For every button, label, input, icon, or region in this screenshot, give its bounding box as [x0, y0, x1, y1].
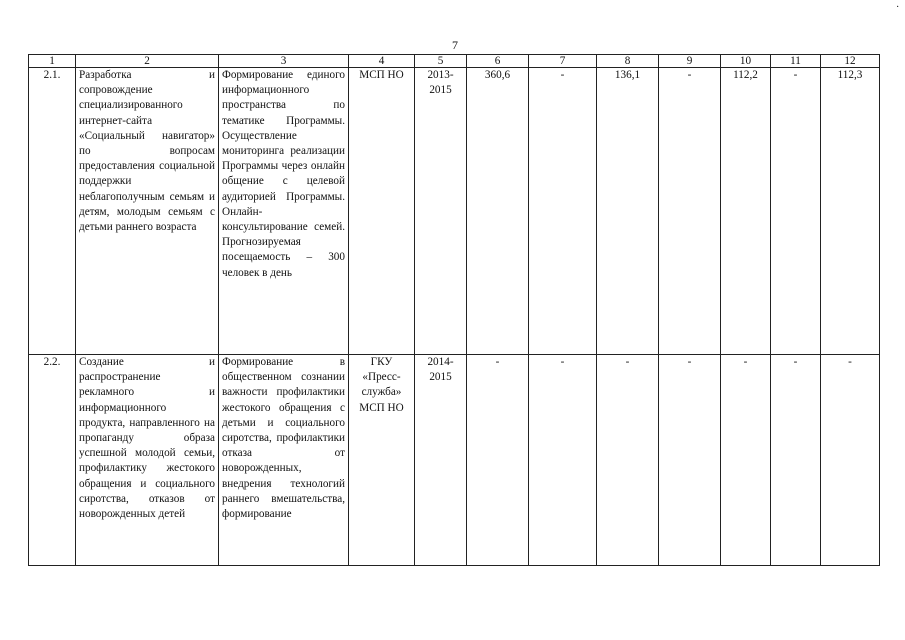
- value-cell: -: [793, 69, 798, 81]
- table-row: [29, 355, 880, 566]
- row-number: 2.2.: [43, 356, 61, 368]
- executor-cell: МСП НО: [359, 69, 404, 81]
- value-cell: -: [687, 356, 692, 368]
- column-header: 5: [415, 55, 467, 68]
- value-cell: -: [560, 69, 565, 81]
- value-cell: -: [625, 356, 630, 368]
- period-cell: 2013-2015: [427, 69, 454, 97]
- page-number: 7: [452, 38, 458, 52]
- value-cell: 136,1: [614, 69, 641, 81]
- column-header: 11: [771, 55, 821, 68]
- column-header: 6: [467, 55, 529, 68]
- table-row: [29, 68, 880, 355]
- value-cell: -: [560, 356, 565, 368]
- column-header: 3: [219, 55, 349, 68]
- executor-cell: ГКУ «Пресс-служба» МСП НО: [359, 356, 404, 414]
- activity-cell: Разработка и сопровождение специализированного интернет-сайта «Социальный навигатор» по вопросам предоставления социальной поддержки неблагополучным семьям и детям, молодым семьям с детьми раннего возраста: [79, 69, 215, 234]
- column-header: 10: [721, 55, 771, 68]
- column-header: 2: [76, 55, 219, 68]
- value-cell: -: [495, 356, 500, 368]
- value-cell: 112,3: [837, 69, 863, 81]
- value-cell: -: [687, 69, 692, 81]
- header-row: [29, 55, 880, 68]
- column-header: 12: [821, 55, 880, 68]
- value-cell: -: [793, 356, 798, 368]
- value-cell: -: [743, 356, 748, 368]
- value-cell: 112,2: [733, 69, 758, 81]
- column-header: 1: [29, 55, 76, 68]
- row-number: 2.1.: [43, 69, 61, 81]
- value-cell: -: [848, 356, 852, 368]
- program-activities-table: [28, 54, 880, 566]
- value-cell: 360,6: [484, 69, 511, 81]
- column-header: 8: [597, 55, 659, 68]
- result-cell: Формирование в общественном сознании важности профилактики жестокого обращения с детьми и социального сиротства, профилактики отказа от новорожденных, внедрения технологий раннего вмешательства, формирование: [222, 356, 345, 521]
- result-cell: Формирование единого информационного пространства по тематике Программы. Осуществление мониторинга реализации Программы через онлайн общение с целевой аудиторией Программы. Онлайн-консультирование семей. Прогнозируемая посещаемость – 300 человек в день: [222, 69, 345, 279]
- column-header: 7: [529, 55, 597, 68]
- corner-mark: ·: [896, 2, 900, 13]
- period-cell: 2014-2015: [427, 356, 454, 384]
- column-header: 4: [349, 55, 415, 68]
- column-header: 9: [659, 55, 721, 68]
- activity-cell: Создание и распространение рекламного и информационного продукта, направленного на пропаганду образа успешной молодой семьи, профилактику жестокого обращения и социального сиротства, отказов от новорожденных детей: [79, 356, 215, 521]
